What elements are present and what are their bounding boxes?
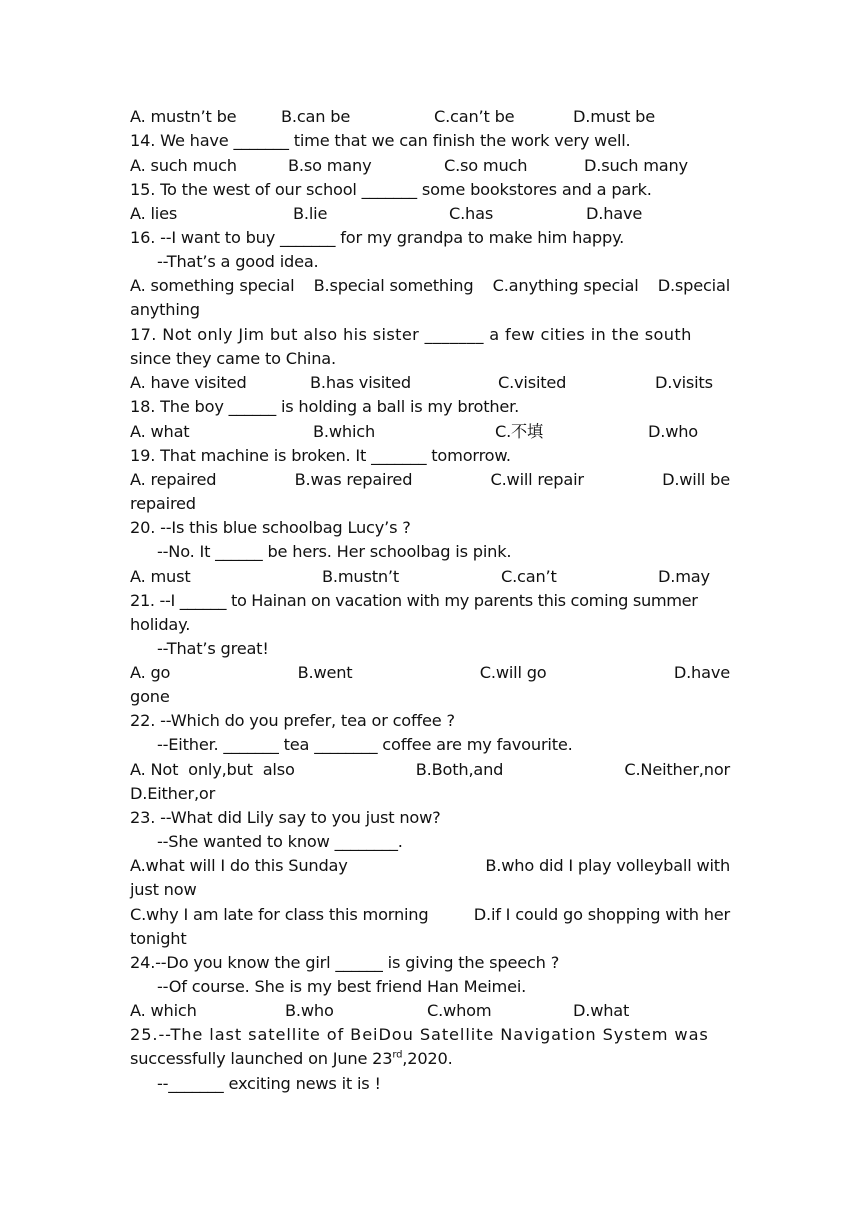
options-q14: [130, 154, 730, 178]
option-c: C.whom: [427, 1001, 492, 1020]
question-16: 16. --I want to buy _______ for my grandpa to make him happy.: [130, 228, 625, 247]
option-part: A. go: [130, 663, 171, 682]
options-q20: [130, 565, 730, 589]
option-a: A. which: [130, 1001, 197, 1020]
question-20: 20. --Is this blue schoolbag Lucy’s ?: [130, 518, 411, 537]
options-q15: [130, 202, 730, 226]
ordinal-suffix: rd: [392, 1049, 403, 1061]
options-q21-wrap: gone: [130, 687, 170, 706]
option-b: B.which: [313, 422, 376, 441]
option-part: D.will be: [662, 470, 730, 489]
option-part: C.Neither,nor: [624, 760, 730, 779]
option-part: D.special: [657, 276, 730, 295]
options-q24: [130, 999, 730, 1023]
option-a: A. have visited: [130, 373, 247, 392]
option-c: C.has: [449, 204, 494, 223]
dialogue-reply: --Of course. She is my best friend Han Meimei.: [157, 977, 527, 996]
option-part: A. Not only,but also: [130, 760, 295, 779]
question-17-wrap: since they came to China.: [130, 349, 336, 368]
question-18: 18. The boy ______ is holding a ball is my brother.: [130, 397, 520, 416]
question-21: 21. --I ______ to Hainan on vacation with my parents this coming summer: [130, 591, 698, 610]
option-part: A.what will I do this Sunday: [130, 856, 348, 875]
option-c: C.so much: [444, 156, 528, 175]
options-q13: [130, 105, 730, 129]
option-c: C.can’t: [501, 567, 557, 586]
dialogue-reply: --_______ exciting news it is !: [157, 1074, 381, 1093]
dialogue-reply: --That’s great!: [157, 639, 269, 658]
options-q23-cd: [130, 903, 730, 927]
option-part: C.will repair: [490, 470, 584, 489]
option-part: C.anything special: [492, 276, 639, 295]
option-d: D.who: [648, 422, 699, 441]
option-d: D.such many: [584, 156, 688, 175]
option-part: B.Both,and: [415, 760, 504, 779]
option-c: C.can’t be: [434, 107, 515, 126]
options-q22-wrap: D.Either,or: [130, 784, 216, 803]
options-q22: [130, 758, 730, 782]
option-part: B.went: [297, 663, 353, 682]
option-a: A. mustn’t be: [130, 107, 237, 126]
option-d: D.must be: [573, 107, 655, 126]
options-q16: [130, 274, 730, 298]
options-q19: [130, 468, 730, 492]
question-23: 23. --What did Lily say to you just now?: [130, 808, 441, 827]
options-q23-ab-wrap: just now: [130, 880, 197, 899]
dialogue-reply: --She wanted to know ________.: [157, 832, 403, 851]
options-q19-wrap: repaired: [130, 494, 196, 513]
options-q16-wrap: anything: [130, 300, 200, 319]
option-b: B.lie: [293, 204, 328, 223]
option-part: D.have: [673, 663, 730, 682]
option-part: D.if I could go shopping with her: [473, 905, 730, 924]
option-a: A. must: [130, 567, 191, 586]
option-part: C.why I am late for class this morning: [130, 905, 429, 924]
options-q23-cd-wrap: tonight: [130, 929, 187, 948]
question-22: 22. --Which do you prefer, tea or coffee ?: [130, 711, 455, 730]
option-b: B.so many: [288, 156, 372, 175]
question-17: 17. Not only Jim but also his sister _______ a few cities in the south: [130, 325, 692, 344]
question-14: 14. We have _______ time that we can finish the work very well.: [130, 131, 631, 150]
option-part: A. something special: [130, 276, 295, 295]
option-a: A. such much: [130, 156, 237, 175]
option-part: B.was repaired: [294, 470, 413, 489]
option-part: B.special something: [313, 276, 474, 295]
options-q18: [130, 420, 730, 444]
option-part: B.who did I play volleyball with: [485, 856, 730, 875]
question-21-wrap: holiday.: [130, 615, 191, 634]
question-25: 25.--The last satellite of BeiDou Satellite Navigation System was: [130, 1025, 709, 1044]
option-d: D.may: [658, 567, 710, 586]
dialogue-reply: --No. It ______ be hers. Her schoolbag is pink.: [157, 542, 512, 561]
question-24: 24.--Do you know the girl ______ is giving the speech ?: [130, 953, 560, 972]
question-15: 15. To the west of our school _______ some bookstores and a park.: [130, 180, 652, 199]
option-d: D.have: [586, 204, 643, 223]
option-a: A. what: [130, 422, 190, 441]
option-d: D.visits: [655, 373, 713, 392]
options-q21: [130, 661, 730, 685]
options-q17: [130, 371, 730, 395]
option-c: C.visited: [498, 373, 567, 392]
option-b: B.mustn’t: [322, 567, 400, 586]
question-25-wrap: successfully launched on June 23rd,2020.: [130, 1049, 453, 1068]
options-q23-ab: [130, 854, 730, 878]
option-c: C.不填: [495, 422, 544, 441]
option-d: D.what: [573, 1001, 630, 1020]
option-b: B.has visited: [310, 373, 411, 392]
option-a: A. lies: [130, 204, 178, 223]
option-b: B.can be: [281, 107, 351, 126]
question-19: 19. That machine is broken. It _______ tomorrow.: [130, 446, 511, 465]
option-part: A. repaired: [130, 470, 217, 489]
dialogue-reply: --Either. _______ tea ________ coffee are my favourite.: [157, 735, 573, 754]
option-part: C.will go: [479, 663, 547, 682]
dialogue-reply: --That’s a good idea.: [157, 252, 319, 271]
option-b: B.who: [285, 1001, 334, 1020]
